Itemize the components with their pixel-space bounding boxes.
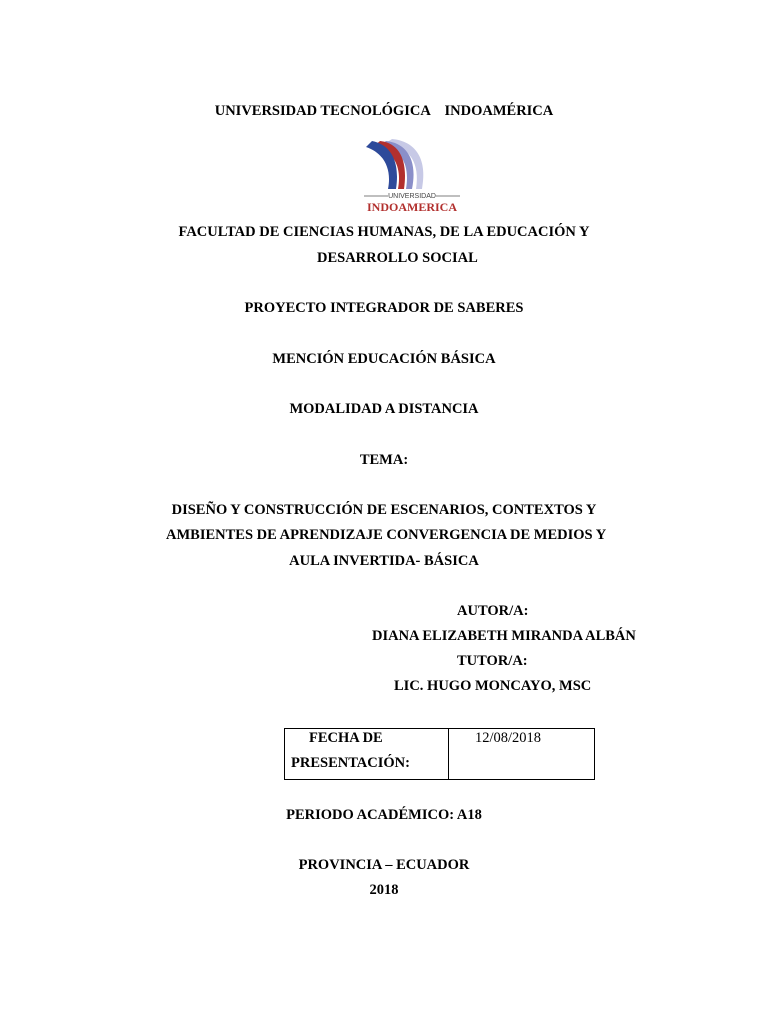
date-value-cell xyxy=(449,729,594,779)
author-name: DIANA ELIZABETH MIRANDA ALBÁN xyxy=(372,628,636,644)
modality-title: MODALIDAD A DISTANCIA xyxy=(289,401,479,417)
date-label-cell xyxy=(285,729,449,779)
university-title: UNIVERSIDAD TECNOLÓGICA INDOAMÉRICA xyxy=(214,103,554,119)
presentation-date-table xyxy=(284,728,595,780)
logo-sails xyxy=(366,139,423,189)
theme-label: TEMA: xyxy=(359,452,409,468)
date-value: 12/08/2018 xyxy=(475,730,542,746)
author-label: AUTOR/A: xyxy=(457,603,529,619)
theme-line-2: AMBIENTES DE APRENDIZAJE CONVERGENCIA DE MEDIOS Y xyxy=(166,527,607,543)
faculty-line-2: DESARROLLO SOCIAL xyxy=(317,250,478,266)
faculty-line-1: FACULTAD DE CIENCIAS HUMANAS, DE LA EDUCACIÓN Y xyxy=(178,224,590,240)
tutor-name: LIC. HUGO MONCAYO, MSC xyxy=(394,678,592,694)
tutor-label: TUTOR/A: xyxy=(457,653,528,669)
theme-line-1: DISEÑO Y CONSTRUCCIÓN DE ESCENARIOS, CONTEXTOS Y xyxy=(171,502,597,518)
academic-period: PERIODO ACADÉMICO: A18 xyxy=(286,807,482,823)
university-logo xyxy=(362,133,462,215)
mention-title: MENCIÓN EDUCACIÓN BÁSICA xyxy=(272,351,496,367)
date-label-line-1: FECHA DE xyxy=(309,730,383,746)
date-label-line-2: PRESENTACIÓN: xyxy=(291,755,410,771)
logo-bottom-text: INDOAMERICA xyxy=(367,200,457,214)
location: PROVINCIA – ECUADOR xyxy=(298,857,470,873)
project-title: PROYECTO INTEGRADOR DE SABERES xyxy=(244,300,524,316)
year: 2018 xyxy=(369,882,399,898)
theme-line-3: AULA INVERTIDA- BÁSICA xyxy=(289,553,479,569)
logo-top-text: UNIVERSIDAD xyxy=(388,193,436,200)
